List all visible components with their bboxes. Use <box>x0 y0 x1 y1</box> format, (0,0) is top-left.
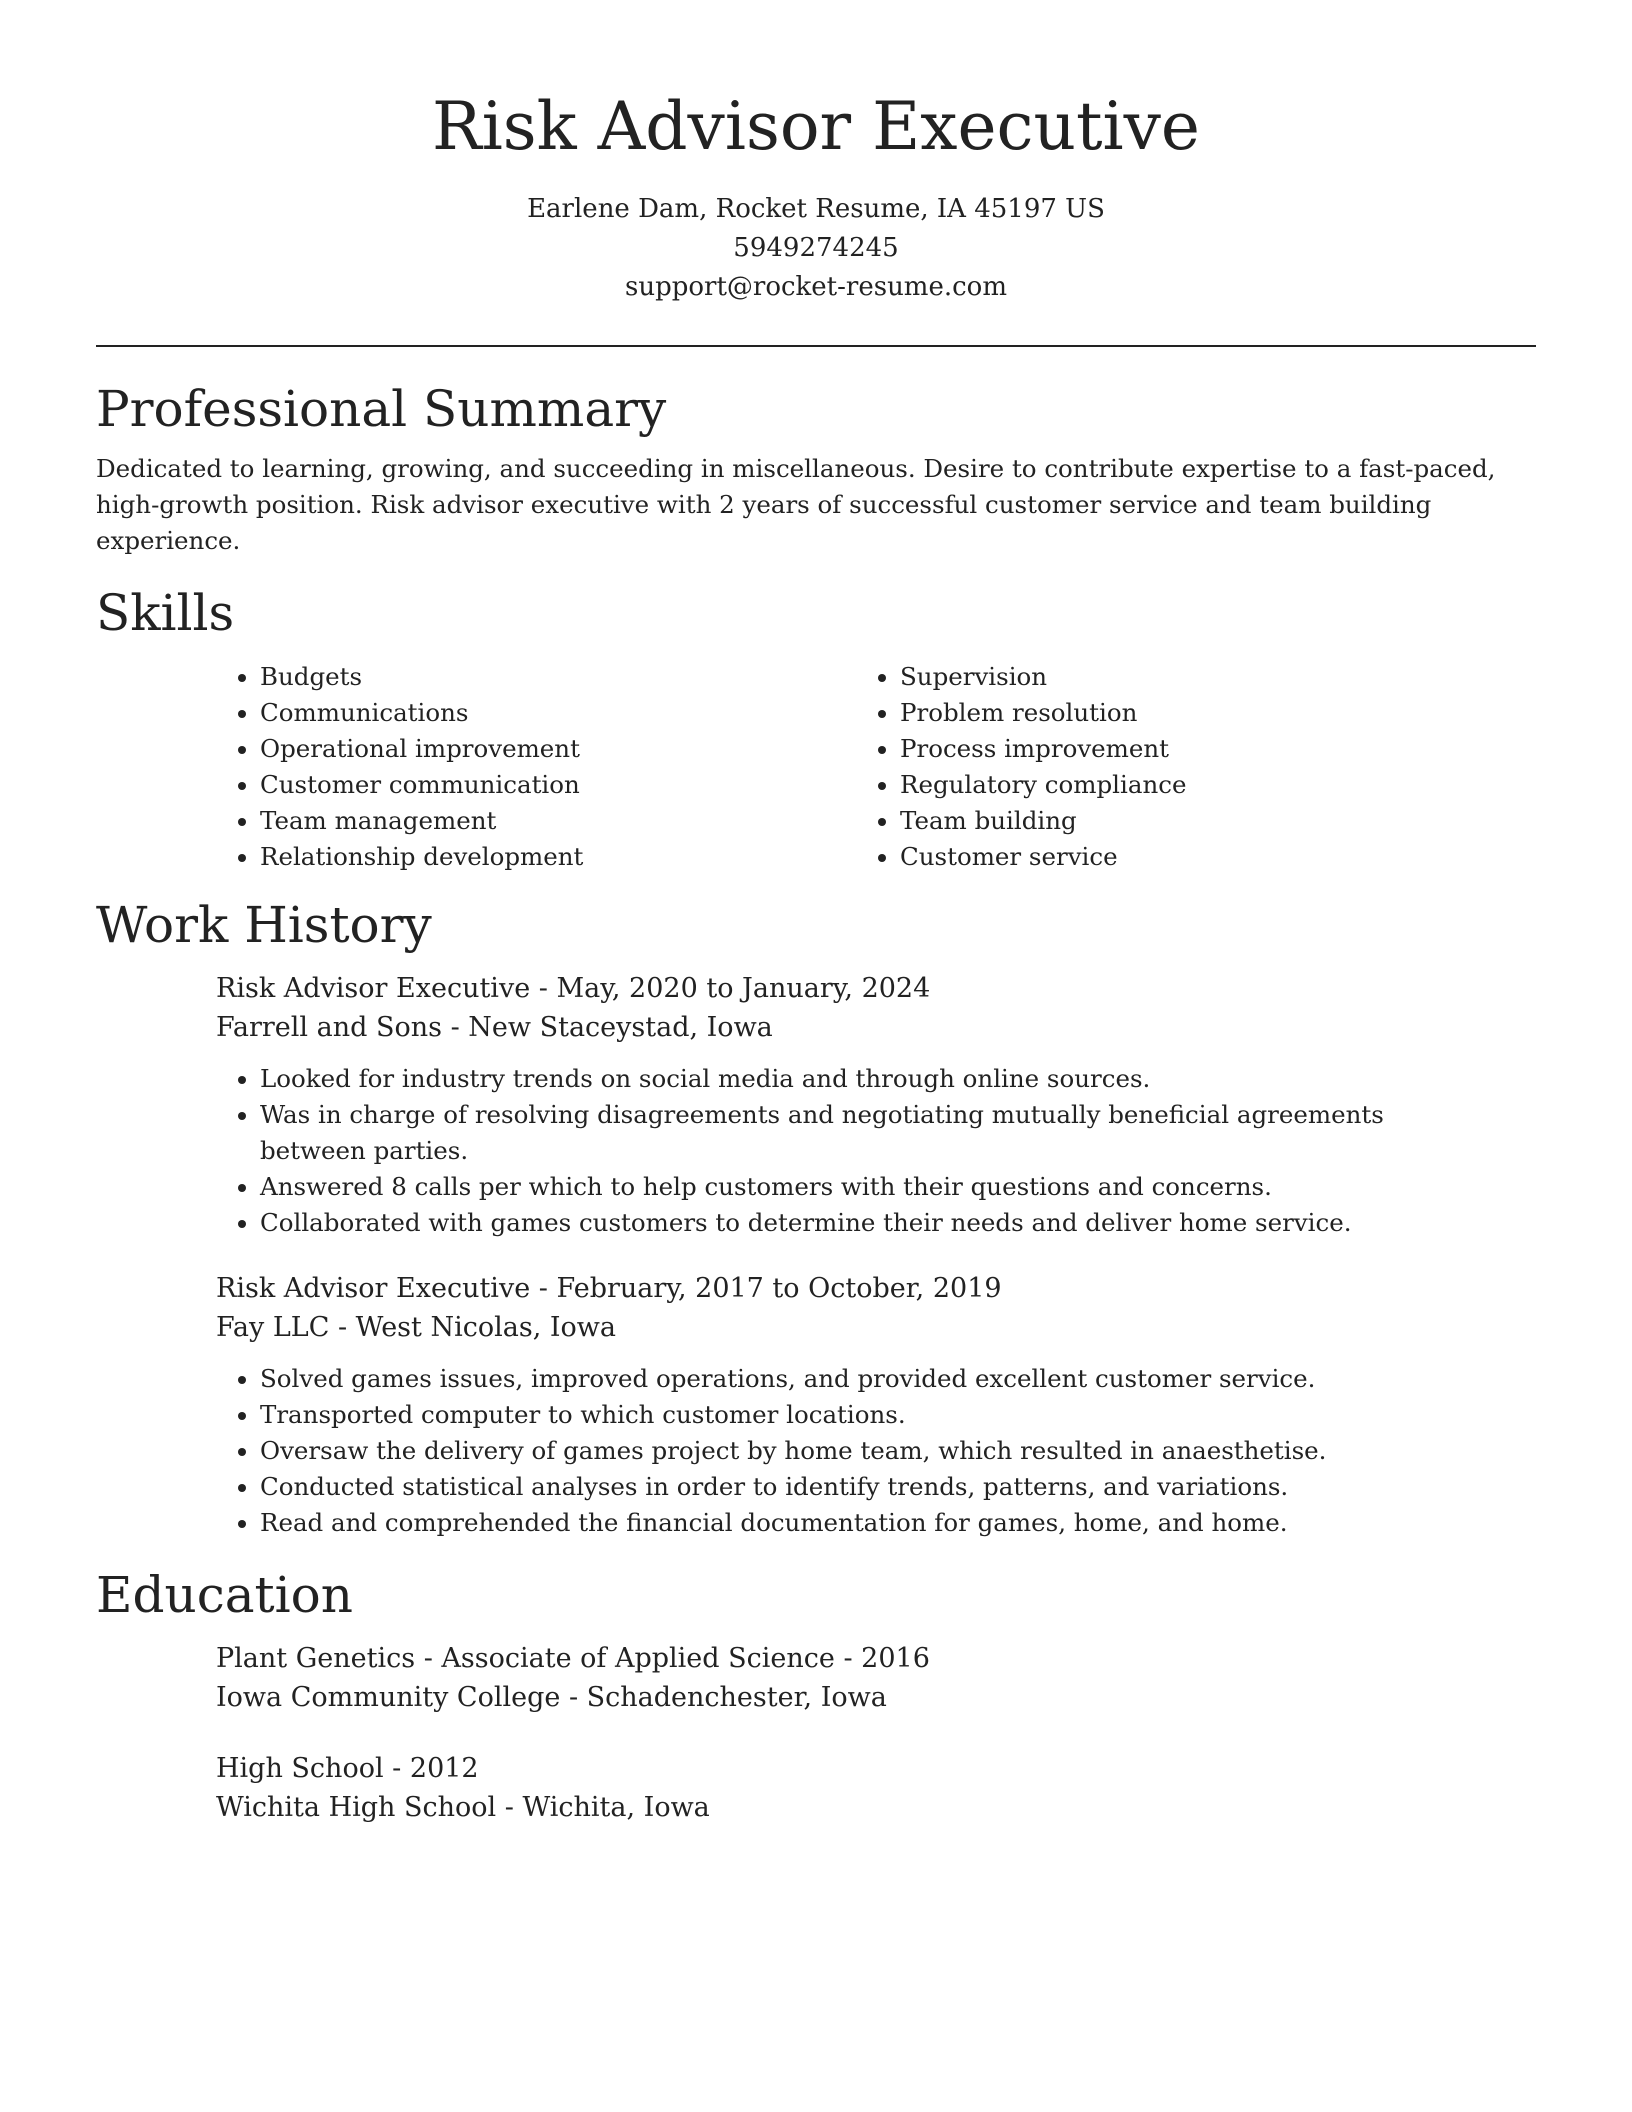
section-title-education: Education <box>96 1566 353 1624</box>
job-entry <box>216 1269 1496 1541</box>
job-bullets <box>216 1061 1496 1241</box>
job-location: New Staceystad, Iowa <box>468 1012 773 1043</box>
skill-item: • Problem resolution <box>900 695 1496 731</box>
education-school-line: Iowa Community College - Schadenchester, Iowa <box>216 1682 887 1713</box>
job-bullet: • Transported computer to which customer locations. <box>260 1397 1496 1433</box>
skill-item: • Regulatory compliance <box>900 767 1496 803</box>
skill-item: • Team management <box>260 803 856 839</box>
skills-list-left <box>216 659 856 875</box>
job-title-line: Risk Advisor Executive - May, 2020 to January, 2024 <box>216 973 931 1004</box>
skill-item: • Operational improvement <box>260 731 856 767</box>
skills-section <box>96 581 1536 875</box>
education-section <box>96 1563 1536 1827</box>
section-title-work: Work History <box>96 896 432 954</box>
skill-item: • Process improvement <box>900 731 1496 767</box>
skills-grid <box>216 659 1496 875</box>
education-year: 2012 <box>409 1753 479 1784</box>
job-dates: May, 2020 to January, 2024 <box>556 973 931 1004</box>
job-entry <box>216 969 1496 1241</box>
education-degree-line: High School - 2012 <box>216 1753 479 1784</box>
job-bullet: • Solved games issues, improved operations, and provided excellent customer service. <box>260 1361 1496 1397</box>
job-location: West Nicolas, Iowa <box>355 1312 616 1343</box>
job-bullets <box>216 1361 1496 1541</box>
job-company-line: Farrell and Sons - New Staceystad, Iowa <box>216 1012 773 1043</box>
summary-text: Dedicated to learning, growing, and succeeding in miscellaneous. Desire to contribute expertise to a fast-paced, high-growth position. Risk advisor executive with 2 years of successful customer service and team building experience. <box>96 454 1496 555</box>
education-location: Wichita, Iowa <box>522 1792 710 1823</box>
work-section <box>96 893 1536 1541</box>
candidate-name: Risk Advisor Executive <box>432 88 1200 165</box>
education-school-line: Wichita High School - Wichita, Iowa <box>216 1792 710 1823</box>
contact-phone: 5949274245 <box>733 233 899 263</box>
skill-item: • Budgets <box>260 659 856 695</box>
job-bullet: • Collaborated with games customers to determine their needs and deliver home service. <box>260 1205 1496 1241</box>
skill-item: • Communications <box>260 695 856 731</box>
education-field: Plant Genetics <box>216 1643 416 1674</box>
skill-item: • Customer communication <box>260 767 856 803</box>
contact-block <box>96 190 1536 307</box>
job-role: Risk Advisor Executive <box>216 973 531 1004</box>
education-degree-line: Plant Genetics - Associate of Applied Science - 2016 <box>216 1643 930 1674</box>
education-entry <box>216 1749 1496 1827</box>
skill-item: • Customer service <box>900 839 1496 875</box>
job-bullet: • Was in charge of resolving disagreements and negotiating mutually beneficial agreements between parties. <box>260 1097 1496 1169</box>
header-divider <box>96 345 1536 347</box>
job-bullet: • Read and comprehended the financial documentation for games, home, and home. <box>260 1505 1496 1541</box>
skill-item: • Supervision <box>900 659 1496 695</box>
resume-page <box>96 0 1536 1827</box>
job-bullet: • Conducted statistical analyses in order to identify trends, patterns, and variations. <box>260 1469 1496 1505</box>
education-location: Schadenchester, Iowa <box>586 1682 887 1713</box>
section-title-skills: Skills <box>96 584 235 642</box>
job-company: Fay LLC <box>216 1312 330 1343</box>
job-dates: February, 2017 to October, 2019 <box>556 1273 1002 1304</box>
education-degree: Associate of Applied Science <box>441 1643 835 1674</box>
education-school: Iowa Community College <box>216 1682 561 1713</box>
education-year: 2016 <box>861 1643 930 1674</box>
education-entry <box>216 1639 1496 1717</box>
skills-list-right <box>856 659 1496 875</box>
skill-item: • Team building <box>900 803 1496 839</box>
job-bullet: • Looked for industry trends on social media and through online sources. <box>260 1061 1496 1097</box>
education-school: Wichita High School <box>216 1792 497 1823</box>
education-field: High School <box>216 1753 384 1784</box>
job-role: Risk Advisor Executive <box>216 1273 531 1304</box>
contact-email: support@rocket-resume.com <box>624 272 1007 302</box>
job-company-line: Fay LLC - West Nicolas, Iowa <box>216 1312 616 1343</box>
skill-item: • Relationship development <box>260 839 856 875</box>
contact-address: Earlene Dam, Rocket Resume, IA 45197 US <box>527 194 1105 224</box>
job-company: Farrell and Sons <box>216 1012 442 1043</box>
job-title-line: Risk Advisor Executive - February, 2017 to October, 2019 <box>216 1273 1002 1304</box>
section-title-summary: Professional Summary <box>96 380 667 438</box>
job-bullet: • Oversaw the delivery of games project by home team, which resulted in anaesthetise. <box>260 1433 1496 1469</box>
summary-section <box>96 377 1536 559</box>
job-bullet: • Answered 8 calls per which to help customers with their questions and concerns. <box>260 1169 1496 1205</box>
